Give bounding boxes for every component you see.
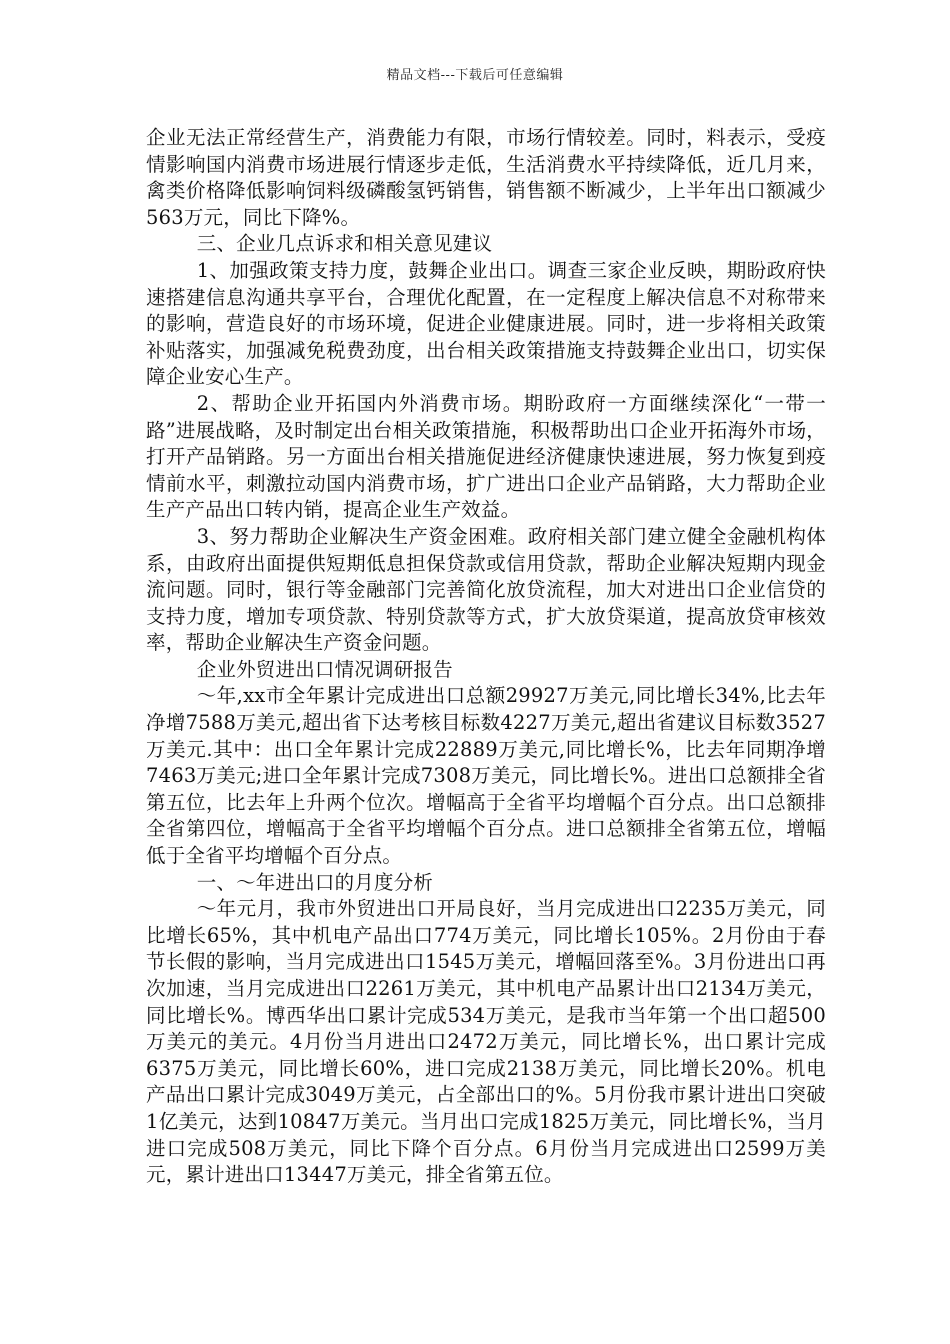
section-heading-1: 一、～年进出口的月度分析: [196, 870, 434, 894]
paragraph-suggestion-3: 3、努力帮助企业解决生产资金困难。政府相关部门建立健全金融机构体系，由政府出面提供短期低息担保贷款或信用贷款，帮助企业解决短期内现金流问题。同时，银行等金融部门完善简化放贷流程，加大对进出口企业信贷的支持力度，增加专项贷款、特别贷款等方式，扩大放贷渠道，提高放贷审核效率，帮助企业解决生产资金问题。: [146, 524, 826, 655]
paragraph-suggestion-1: 1、加强政策支持力度，鼓舞企业出口。调查三家企业反映，期盼政府快速搭建信息沟通共享平台，合理优化配置，在一定程度上解决信息不对称带来的影响，营造良好的市场环境，促进企业健康进展。同时，进一步将相关政策补贴落实，加强减免税费劲度，出台相关政策措施支持鼓舞企业出口，切实保障企业安心生产。: [146, 258, 826, 389]
paragraph-annual-summary: ～年,xx市全年累计完成进出口总额29927万美元,同比增长34%,比去年净增7588万美元,超出省下达考核目标数4227万美元,超出省建议目标数3527万美元.其中：出口全年累计完成22889万美元,同比增长%，比去年同期净增7463万美元;进口全年累计完成7308万美元，同比增长%。进出口总额排全省第五位，比去年上升两个位次。增幅高于全省平均增幅个百分点。出口总额排全省第四位，增幅高于全省平均增幅个百分点。进口总额排全省第五位，增幅低于全省平均增幅个百分点。: [146, 684, 826, 868]
section-heading-3: 三、企业几点诉求和相关意见建议: [196, 232, 493, 256]
paragraph-continuation: 企业无法正常经营生产，消费能力有限，市场行情较差。同时，料表示，受疫情影响国内消费市场进展行情逐步走低，生活消费水平持续降低，近几月来，禽类价格降低影响饲料级磷酸氢钙销售，销售额不断减少，上半年出口额减少563万元，同比下降%。: [146, 126, 826, 229]
report-title: 企业外贸进出口情况调研报告: [196, 657, 453, 681]
paragraph-monthly-analysis: ～年元月，我市外贸进出口开局良好，当月完成进出口2235万美元，同比增长65%，其中机电产品出口774万美元，同比增长105%。2月份由于春节长假的影响，当月完成进出口1545万美元，增幅回落至%。3月份进出口再次加速，当月完成进出口2261万美元，其中机电产品累计出口2134万美元，同比增长%。博西华出口累计完成534万美元，是我市当年第一个出口超500万美元的美元。4月份当月进出口2472万美元，同比增长%，出口累计完成6375万美元，同比增长60%，进口完成2138万美元，同比增长20%。机电产品出口累计完成3049万美元，占全部出口的%。5月份我市累计进出口突破1亿美元，达到10847万美元。当月出口完成1825万美元，同比增长%，当月进口完成508万美元，同比下降个百分点。6月份当月完成进出口2599万美元，累计进出口13447万美元，排全省第五位。: [146, 897, 826, 1187]
document-body: [146, 125, 826, 1189]
paragraph-suggestion-2: 2、帮助企业开拓国内外消费市场。期盼政府一方面继续深化“一带一路”进展战略，及时制定出台相关政策措施，积极帮助出口企业开拓海外市场，打开产品销路。另一方面出台相关措施促进经济健康快速进展，努力恢复到疫情前水平，刺激拉动国内消费市场，扩广进出口企业产品销路，大力帮助企业生产产品出口转内销，提高企业生产效益。: [146, 391, 826, 522]
page-header: 精品文档---下载后可任意编辑: [386, 68, 564, 83]
